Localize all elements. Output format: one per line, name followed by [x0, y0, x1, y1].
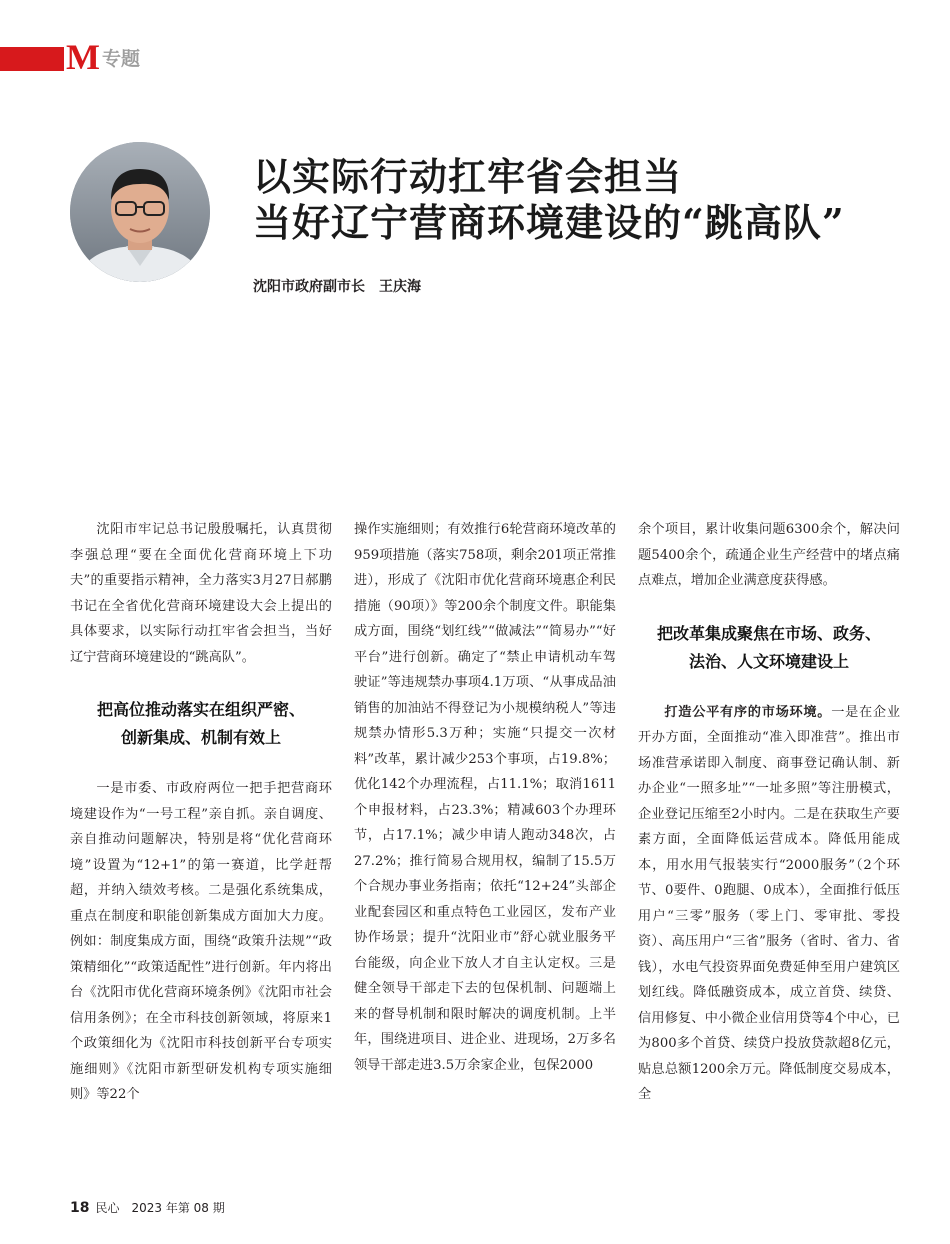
author-role: 沈阳市政府副市长 [253, 279, 365, 295]
page-number: 18 [70, 1200, 90, 1216]
section-heading-1-line-1: 把高位推动落实在组织严密、 [96, 700, 305, 719]
article-title [253, 154, 933, 246]
page-footer [70, 1198, 225, 1218]
magazine-logo: M [66, 37, 98, 77]
header-accent-bar [0, 47, 64, 71]
body-paragraph: 余个项目，累计收集问题6300余个，解决问题5400余个，疏通企业生产经营中的堵点痛点难点，增加企业满意度获得感。 [638, 522, 900, 588]
paragraph-lead: 打造公平有序的市场环境。 [664, 704, 832, 720]
section-heading-2-line-2: 法治、人文环境建设上 [688, 651, 849, 671]
intro-paragraph: 沈阳市牢记总书记殷殷嘱托，认真贯彻李强总理“要在全面优化营商环境上下功夫”的重要指示精神，全力落实3月27日郝鹏书记在全省优化营商环境建设大会上提出的具体要求，以实际行动扛牢省会担当，当好辽宁营商环境建设的“跳高队”。 [70, 522, 332, 665]
section-heading-2 [638, 620, 900, 676]
section-heading-1-line-2: 创新集成、机制有效上 [120, 728, 281, 747]
body-paragraph: 一是市委、市政府两位一把手把营商环境建设作为“一号工程”亲自抓。亲自调度、亲自推动问题解决，特别是将“优化营商环境”设置为“12+1”的第一赛道，比学赶帮超，并纳入绩效考核。二是强化系统集成，重点在制度和职能创新集成方面加大力度。例如：制度集成方面，围绕“政策升法规”“政策精细化”“政策适配性”进行创新。年内将出台《沈阳市优化营商环境条例》《沈阳市社会信用条例》；在全市科技创新领域，将原来1个政策细化为《沈阳市科技创新平台专项实施细则》《沈阳市新型研发机构专项实施细则》等22个 [70, 781, 332, 1102]
magazine-name: 民心 [95, 1201, 120, 1215]
body-paragraph: 操作实施细则；有效推行6轮营商环境改革的959项措施（落实758项，剩余201项正常推进），形成了《沈阳市优化营商环境惠企利民措施（90项）》等200余个制度文件。职能集成方面，围绕“划红线”“做减法”“简易办”“好平台”进行创新。确定了“禁止申请机动车驾驶证”等违规禁办事项4.1万项、“从事成品油销售的加油站不得登记为小规模纳税人”等违规禁办情形5.3万种；实施“只提交一次材料”改革，累计减少253个事项，占19.8%；优化142个办理流程，占11.1%；取消1611个申报材料，占23.3%；精减603个办理环节，占17.1%；减少申请人跑动348次，占27.2%；推行简易合规用权，编制了15.5万个合规办事业务指南；依托“12+24”头部企业配套园区和重点特色工业园区，发布产业协作场景；提升“沈阳业市”舒心就业服务平台能级，向企业下放人才自主认定权。三是健全领导干部走下去的包保机制、问题端上来的督导机制和限时解决的调度机制。上半年，围绕进项目、进企业、进现场，2万多名领导干部走进3.5万余家企业，包保2000 [354, 522, 616, 1073]
section-heading-2-line-1: 把改革集成聚焦在市场、政务、 [656, 623, 881, 643]
issue-label: 2023 年第 08 期 [131, 1201, 225, 1215]
body-paragraph [638, 700, 900, 1108]
portrait-image [70, 142, 210, 282]
byline [253, 276, 421, 298]
section-heading-1 [70, 696, 332, 752]
section-label: 专题 [102, 48, 141, 70]
title-line-1: 以实际行动扛牢省会担当 [253, 154, 683, 199]
body-column-3 [638, 517, 900, 1108]
author-portrait [70, 142, 210, 282]
title-line-2: 当好辽宁营商环境建设的“跳高队” [253, 200, 845, 245]
body-column-1 [70, 517, 332, 1108]
author-name: 王庆海 [379, 279, 421, 295]
body-column-2 [354, 517, 616, 1078]
paragraph-text: 一是在企业开办方面，全面推动“准入即准营”。推出市场准营承诺即入制度、商事登记确认制、新办企业“一照多址”“一址多照”等注册模式，企业登记压缩至2小时内。二是在获取生产要素方面，全面降低运营成本。降低用能成本，用水用气报装实行“2000服务”（2个环节、0要件、0跑腿、0成本），全面推行低压用户“三零”服务（零上门、零审批、零投资）、高压用户“三省”服务（省时、省力、省钱），水电气投资界面免费延伸至用户建筑区划红线。降低融资成本，成立首贷、续贷、信用修复、中小微企业信用贷等4个中心，已为800多个首贷、续贷户投放贷款超8亿元，贴息总额1200余万元。降低制度交易成本，全 [638, 704, 901, 1102]
